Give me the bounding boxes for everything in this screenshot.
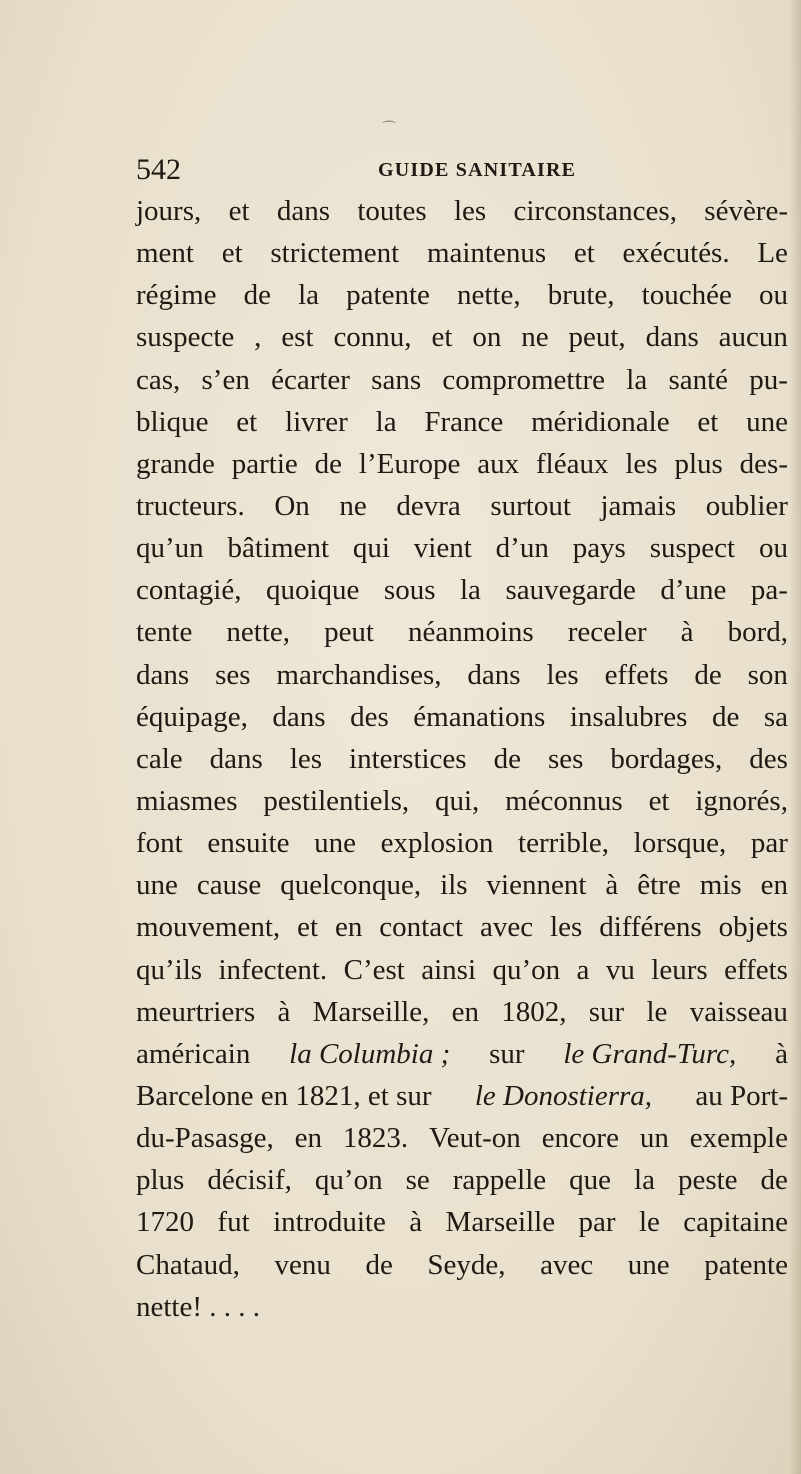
word: écarter [271, 363, 350, 396]
word: et [297, 911, 319, 944]
word: a [576, 953, 590, 986]
page-edge-shadow [789, 0, 801, 1474]
word: et [236, 405, 258, 438]
text-line-15 [136, 780, 788, 822]
line-text [136, 232, 788, 274]
word: cale [136, 742, 183, 775]
word: brute, [547, 279, 615, 312]
text-line-19 [136, 949, 788, 991]
italic-ship-name: le Grand-Turc, [563, 1037, 737, 1070]
word: rappelle [452, 1164, 547, 1197]
word: les [625, 447, 658, 480]
word: devra [396, 489, 461, 522]
word: et [431, 321, 453, 354]
word: en [451, 995, 479, 1028]
word: un [639, 1122, 669, 1155]
text-line-3 [136, 274, 788, 316]
word: et [697, 405, 719, 438]
word: sauvegarde [505, 574, 636, 607]
word: pu- [749, 363, 788, 396]
word: avec [540, 1248, 594, 1281]
line-text [136, 822, 788, 864]
text-line-4 [136, 316, 788, 358]
word: le [638, 1206, 660, 1239]
line-text [136, 738, 788, 780]
word: le [646, 995, 668, 1028]
line-text [136, 1244, 788, 1286]
italic-ship-name: le Donostierra, [474, 1079, 653, 1112]
word: blique [136, 405, 209, 438]
text-line-18 [136, 906, 788, 948]
word: fléaux [536, 447, 609, 480]
word: ensuite [207, 827, 290, 860]
word: qui [352, 532, 390, 565]
word: venu [274, 1248, 331, 1281]
text-line-12 [136, 654, 788, 696]
word: explosion [380, 827, 494, 860]
word: la [375, 405, 397, 438]
word: en [334, 911, 363, 944]
line-text [136, 696, 788, 738]
scan-speck: ⌒ [382, 121, 396, 137]
word: suspect [649, 532, 736, 565]
word: 1802, [501, 995, 567, 1028]
word: Veut-on [428, 1122, 521, 1155]
word: miasmes [136, 784, 238, 817]
line-text [136, 274, 788, 316]
line-text [136, 654, 788, 696]
word: et [228, 195, 250, 227]
text-fragment: américain [136, 1037, 251, 1070]
word: touchée [641, 279, 732, 312]
word: nette, [226, 616, 291, 649]
word: jours, [136, 195, 202, 227]
page-number: 542 [136, 153, 181, 186]
word: lorsque, [633, 827, 727, 860]
word: cause [196, 869, 262, 902]
word: ou [758, 532, 788, 565]
word: de [243, 279, 271, 312]
text-fragment: Barcelone en 1821, et sur [136, 1079, 432, 1112]
word: interstices [349, 742, 467, 775]
word: connu, [333, 321, 412, 354]
word: d’une [660, 574, 727, 607]
word: qu’on [314, 1164, 383, 1197]
word: émanations [413, 700, 546, 733]
word: strictement [270, 237, 400, 270]
word: patente [704, 1248, 788, 1281]
word: sans [371, 363, 422, 396]
word: l’Europe [358, 447, 461, 480]
word: être [637, 869, 681, 902]
word: dans [272, 700, 326, 733]
word: pa- [750, 574, 788, 607]
word: ainsi [421, 953, 477, 986]
word: dans [136, 658, 190, 691]
word: jamais [600, 489, 677, 522]
text-line-8 [136, 485, 788, 527]
word: C’est [343, 953, 405, 986]
line-text [136, 949, 788, 991]
text-line-17 [136, 864, 788, 906]
word: aucun [718, 321, 788, 354]
text-line-10 [136, 569, 788, 611]
line-text [136, 1159, 788, 1201]
word: en [760, 869, 788, 902]
text-line-21 [136, 1033, 788, 1075]
word: néanmoins [408, 616, 534, 649]
word: meurtriers [136, 995, 256, 1028]
word: est [281, 321, 314, 354]
line-text [136, 527, 788, 569]
text-line-9 [136, 527, 788, 569]
word: France [424, 405, 504, 438]
word: avec [479, 911, 534, 944]
word: exemple [689, 1122, 788, 1155]
word: nette, [457, 279, 521, 312]
word: sévère- [704, 195, 788, 227]
text-line-22 [136, 1075, 788, 1117]
line-text [136, 864, 788, 906]
word: et [648, 784, 670, 817]
line-text [136, 401, 788, 443]
word: Chataud, [136, 1248, 240, 1281]
text-line-24 [136, 1159, 788, 1201]
word: de [711, 700, 740, 733]
word: la [460, 574, 481, 607]
line-text [136, 359, 788, 401]
word: la [626, 363, 648, 396]
line-text [136, 1201, 788, 1243]
word: capitaine [683, 1206, 788, 1239]
word: peut [324, 616, 374, 649]
word: pestilentiels, [263, 784, 410, 817]
word: dans [276, 195, 331, 227]
word: les [550, 911, 583, 944]
word: sur [588, 995, 625, 1028]
word: on [472, 321, 502, 354]
running-title: GUIDE SANITAIRE [378, 159, 577, 181]
word: une [136, 869, 178, 902]
word: ne [339, 489, 367, 522]
word: infectent. [218, 953, 328, 986]
word: 1823. [342, 1122, 409, 1155]
word: qu’ils [136, 953, 203, 986]
word: livrer [285, 405, 348, 438]
word: compromettre [442, 363, 606, 396]
word: une [627, 1248, 670, 1281]
text-line-20 [136, 991, 788, 1033]
word: sous [383, 574, 436, 607]
text-line-2 [136, 232, 788, 274]
word: dans [645, 321, 699, 354]
word: cas, [136, 363, 181, 396]
text-line-6 [136, 401, 788, 443]
word: qu’un [136, 532, 204, 565]
text-line-23 [136, 1117, 788, 1159]
word: différens [599, 911, 702, 944]
word: de [493, 742, 521, 775]
word: la [298, 279, 320, 312]
word: d’un [495, 532, 549, 565]
word: de [694, 658, 722, 691]
line-text: nette! . . . . [136, 1290, 261, 1323]
word: des- [739, 447, 788, 480]
word: bâtiment [227, 532, 330, 565]
word: toutes [357, 195, 427, 227]
line-text [136, 190, 788, 232]
word: tructeurs. [136, 489, 245, 522]
text-line-16 [136, 822, 788, 864]
text-line-11 [136, 611, 788, 653]
line-text [136, 611, 788, 653]
text-fragment: à [775, 1037, 788, 1070]
word: méridionale [531, 405, 670, 438]
word: en [294, 1122, 322, 1155]
word: les [453, 195, 487, 227]
word: de [314, 447, 343, 480]
word: s’en [201, 363, 250, 396]
line-text [136, 485, 788, 527]
word: une [314, 827, 356, 860]
word: suspecte [136, 321, 235, 354]
word: peste [677, 1164, 738, 1197]
text-line-13 [136, 696, 788, 738]
word: méconnus [505, 784, 623, 817]
word: régime [136, 279, 217, 312]
word: exécutés. [622, 237, 730, 270]
word: ne [521, 321, 549, 354]
word: maintenus [426, 237, 547, 270]
word: quoique [265, 574, 360, 607]
text-line-1 [136, 190, 788, 232]
word: plus [674, 447, 723, 480]
word: peut, [568, 321, 626, 354]
text-line-27 [136, 1286, 788, 1328]
word: sa [763, 700, 788, 733]
word: dans [467, 658, 521, 691]
text-line-25 [136, 1201, 788, 1243]
word: Seyde, [427, 1248, 506, 1281]
word: qu’on [492, 953, 561, 986]
word: les [546, 658, 579, 691]
line-text [136, 780, 788, 822]
page-header [136, 150, 606, 190]
word: fut [217, 1206, 250, 1239]
body-text [136, 190, 788, 1328]
word: insalubres [569, 700, 688, 733]
word: une [746, 405, 788, 438]
line-text [136, 991, 788, 1033]
word: aux [477, 447, 520, 480]
word: ses [215, 658, 251, 691]
word: par [578, 1206, 616, 1239]
text-fragment: au Port- [695, 1079, 788, 1112]
word: vaisseau [689, 995, 788, 1028]
line-text [136, 569, 788, 611]
word: de [365, 1248, 393, 1281]
word: ignorés, [695, 784, 788, 817]
word: et [573, 237, 595, 270]
word: , [254, 321, 262, 354]
word: à [680, 616, 694, 649]
word: encore [541, 1122, 619, 1155]
word: à [605, 869, 619, 902]
word: santé [668, 363, 729, 396]
line-text [136, 1117, 788, 1159]
word: Marseille, [312, 995, 430, 1028]
word: leurs [651, 953, 708, 986]
word: ils [440, 869, 468, 902]
word: dans [209, 742, 263, 775]
word: partie [231, 447, 298, 480]
word: à [277, 995, 291, 1028]
word: receler [567, 616, 647, 649]
word: Marseille [445, 1206, 556, 1239]
word: vient [413, 532, 472, 565]
word: On [274, 489, 310, 522]
word: du-Pasasge, [136, 1122, 274, 1155]
word: et [221, 237, 243, 270]
word: marchandises, [276, 658, 442, 691]
word: Le [757, 237, 788, 270]
word: mis [699, 869, 742, 902]
word: patente [346, 279, 430, 312]
word: grande [136, 447, 215, 480]
word: de [760, 1164, 788, 1197]
word: la [634, 1164, 655, 1197]
word: des [749, 742, 788, 775]
word: ment [136, 237, 194, 270]
word: par [750, 827, 788, 860]
word: viennent [486, 869, 587, 902]
word: effets [604, 658, 669, 691]
word: objets [718, 911, 788, 944]
word: bord, [727, 616, 788, 649]
word: effets [724, 953, 788, 986]
word: mouvement, [136, 911, 281, 944]
word: surtout [490, 489, 571, 522]
word: à [409, 1206, 423, 1239]
word: les [289, 742, 323, 775]
text-line-26 [136, 1244, 788, 1286]
text-fragment: sur [489, 1037, 525, 1070]
word: tente [136, 616, 193, 649]
word: contact [379, 911, 464, 944]
word: ses [547, 742, 584, 775]
italic-ship-name: la Columbia ; [289, 1037, 451, 1070]
word: contagié, [136, 574, 242, 607]
text-line-14 [136, 738, 788, 780]
word: son [747, 658, 788, 691]
word: ou [758, 279, 788, 312]
text-line-5 [136, 359, 788, 401]
word: se [405, 1164, 430, 1197]
word: qui, [434, 784, 480, 817]
word: vu [605, 953, 635, 986]
word: introduite [273, 1206, 386, 1239]
line-text [136, 443, 788, 485]
word: que [569, 1164, 612, 1197]
word: équipage, [136, 700, 248, 733]
word: décisif, [207, 1164, 292, 1197]
word: des [350, 700, 389, 733]
text-line-7 [136, 443, 788, 485]
word: bordages, [610, 742, 723, 775]
word: pays [572, 532, 626, 565]
word: terrible, [518, 827, 610, 860]
word: font [136, 827, 183, 860]
word: circonstances, [513, 195, 677, 227]
line-text [136, 316, 788, 358]
word: oublier [705, 489, 788, 522]
word: plus [136, 1164, 185, 1197]
word: 1720 [136, 1206, 194, 1239]
line-text [136, 906, 788, 948]
word: quelconque, [280, 869, 422, 902]
